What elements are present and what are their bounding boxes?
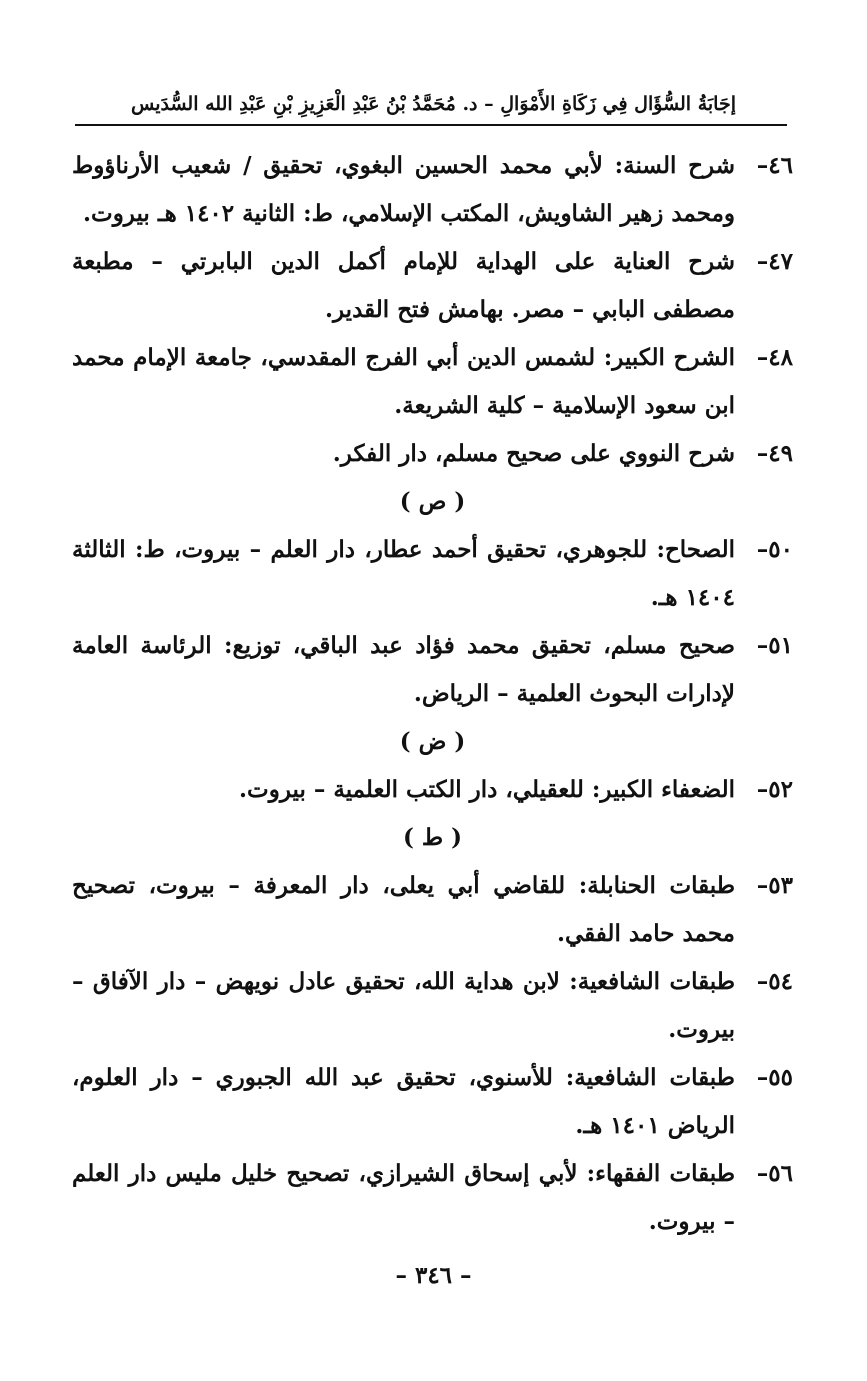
entry-number: ٥٤–	[756, 968, 793, 995]
page-number: – ٣٤٦ –	[395, 1262, 472, 1289]
reference-entry-48	[72, 334, 793, 430]
entry-text: طبقات الشافعية: لابن هداية الله، تحقيق عادل نويهض – دار الآفاق – بيروت.	[72, 968, 735, 1043]
entry-text: طبقات الحنابلة: للقاضي أبي يعلى، دار المعرفة – بيروت، تصحيح محمد حامد الفقي.	[72, 872, 735, 947]
reference-entry-55	[72, 1054, 793, 1150]
entry-number: ٥٠–	[756, 536, 793, 563]
reference-entry-49	[72, 430, 793, 478]
reference-entry-51	[72, 622, 793, 718]
running-header: إجَابَةُ السُّؤَال فِي زَكَاةِ الأَمْوَالِ – د. مُحَمَّدُ بْنُ عَبْدِ الْعَزِيزِ بْنِ عَبْدِ الله السُّدَيس	[131, 93, 736, 115]
entry-text: طبقات الشافعية: للأسنوي، تحقيق عبد الله الجبوري – دار العلوم، الرياض ١٤٠١ هـ.	[72, 1064, 735, 1139]
entry-text: شرح السنة: لأبي محمد الحسين البغوي، تحقيق / شعيب الأرناؤوط ومحمد زهير الشاويش، المكتب الإسلامي، ط: الثانية ١٤٠٢ هـ بيروت.	[72, 152, 735, 227]
entry-text: شرح العناية على الهداية للإمام أكمل الدين البابرتي – مطبعة مصطفى البابي – مصر. بهامش فتح القدير.	[72, 248, 735, 323]
entry-text: طبقات الفقهاء: لأبي إسحاق الشيرازي، تصحيح خليل مليس دار العلم – بيروت.	[72, 1160, 735, 1235]
section-heading-ta	[72, 814, 793, 862]
section-letter: ( ض )	[399, 728, 466, 755]
entry-number: ٤٧–	[756, 248, 793, 275]
header-rule	[75, 124, 787, 126]
section-heading-sad	[72, 478, 793, 526]
entry-text: شرح النووي على صحيح مسلم، دار الفكر.	[332, 440, 735, 467]
reference-entry-46	[72, 142, 793, 238]
entry-number: ٤٦–	[756, 152, 793, 179]
reference-entry-54	[72, 958, 793, 1054]
entry-text: الصحاح: للجوهري، تحقيق أحمد عطار، دار العلم – بيروت، ط: الثالثة ١٤٠٤ هـ.	[72, 536, 735, 611]
section-letter: ( ط )	[402, 824, 463, 851]
entry-number: ٥٣–	[756, 872, 793, 899]
reference-entry-47	[72, 238, 793, 334]
section-letter: ( ص )	[399, 488, 466, 515]
entry-text: الشرح الكبير: لشمس الدين أبي الفرج المقدسي، جامعة الإمام محمد ابن سعود الإسلامية – كلية الشريعة.	[72, 344, 735, 419]
reference-entry-53	[72, 862, 793, 958]
reference-entry-56	[72, 1150, 793, 1246]
reference-entry-52	[72, 766, 793, 814]
entry-number: ٥٢–	[756, 776, 793, 803]
entry-text: صحيح مسلم، تحقيق محمد فؤاد عبد الباقي، توزيع: الرئاسة العامة لإدارات البحوث العلمية – الرياض.	[72, 632, 735, 707]
references-list	[72, 142, 793, 1246]
entry-number: ٥٦–	[756, 1160, 793, 1187]
section-heading-dad	[72, 718, 793, 766]
entry-text: الضعفاء الكبير: للعقيلي، دار الكتب العلمية – بيروت.	[239, 776, 735, 803]
entry-number: ٥٥–	[756, 1064, 793, 1091]
entry-number: ٥١–	[756, 632, 793, 659]
reference-entry-50	[72, 526, 793, 622]
entry-number: ٤٩–	[756, 440, 793, 467]
entry-number: ٤٨–	[756, 344, 793, 371]
